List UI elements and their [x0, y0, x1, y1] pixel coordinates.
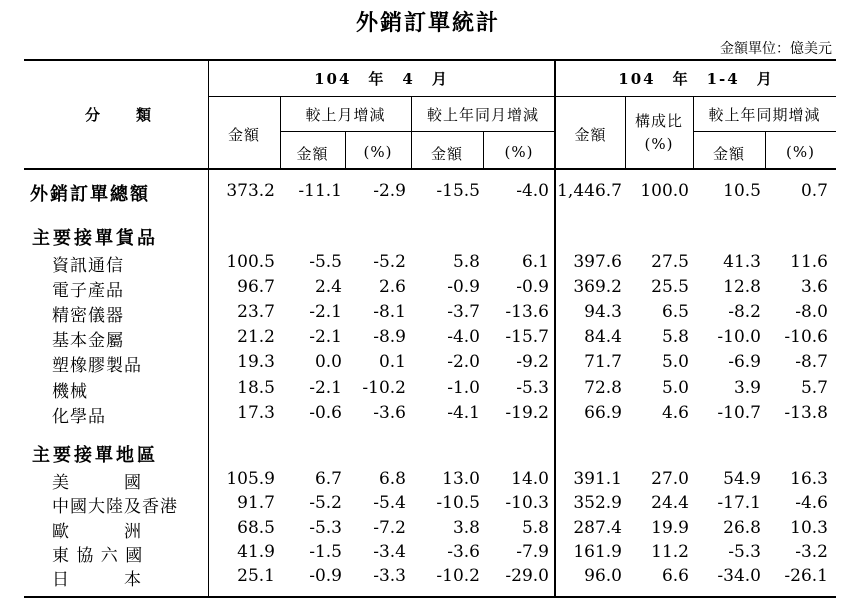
cell-value: 27.5 [651, 252, 689, 272]
cell-value: -1.5 [309, 541, 342, 562]
row-label: 美 國 [52, 473, 142, 493]
cell-value: 3.8 [452, 517, 480, 538]
header-mom-change: 較上月增減 [305, 106, 386, 124]
cell-value: -5.5 [309, 252, 342, 272]
page-title: 外銷訂單統計 [355, 10, 500, 36]
cell-value: 84.4 [584, 327, 622, 348]
cell-value: 27.0 [651, 469, 689, 489]
cell-value: 6.5 [661, 302, 689, 323]
row-label: 精密儀器 [52, 306, 124, 327]
cell-value: 5.8 [521, 517, 549, 538]
cell-value: -17.1 [717, 493, 761, 514]
cell-value: 0.7 [800, 181, 828, 201]
cell-value: 11.6 [790, 252, 828, 272]
cell-value: -26.1 [784, 566, 828, 587]
cell-value: 4.6 [661, 402, 689, 423]
row-label: 日 本 [52, 570, 142, 591]
cell-value: -10.2 [436, 566, 480, 587]
row-label: 基本金屬 [52, 331, 124, 352]
cell-value: 100.0 [640, 181, 689, 201]
cell-value: 6.6 [661, 566, 689, 587]
cell-value: 5.8 [452, 252, 480, 272]
cell-value: 6.7 [314, 469, 342, 489]
cell-value: -3.2 [795, 541, 828, 562]
cell-value: 6.8 [378, 469, 406, 489]
cell-value: -11.1 [298, 181, 342, 201]
header-ytd-change: 較上年同期增減 [708, 106, 821, 124]
cell-value: -5.4 [373, 493, 406, 514]
cell-value: -15.5 [436, 181, 480, 201]
sub-pct-mom: (%) [363, 143, 393, 161]
cell-value: -4.0 [447, 327, 480, 348]
cell-value: 3.6 [800, 277, 828, 298]
section-heading-products: 主要接單貨品 [32, 228, 158, 249]
cell-value: -5.3 [728, 541, 761, 562]
cell-value: -10.7 [717, 402, 761, 423]
cell-value: 13.0 [442, 469, 480, 489]
cell-value: 24.4 [651, 493, 689, 514]
cell-value: 100.5 [226, 252, 275, 272]
cell-value: 72.8 [584, 377, 622, 398]
row-label: 中國大陸及香港 [52, 497, 178, 518]
cell-value: -7.9 [516, 541, 549, 562]
cell-value: -5.2 [309, 493, 342, 514]
sub-amount-ytd: 金額 [712, 145, 745, 163]
sub-amount-yoy: 金額 [430, 145, 463, 163]
cell-value: 369.2 [573, 277, 622, 298]
cell-value: 161.9 [573, 541, 622, 562]
cell-value: -4.0 [516, 181, 549, 201]
row-label: 東 協 六 國 [52, 545, 144, 566]
cell-value: 41.9 [237, 541, 275, 562]
row-label: 電子產品 [52, 281, 124, 302]
cell-value: 10.3 [790, 517, 828, 538]
cell-value: -8.1 [373, 302, 406, 323]
cell-value: 23.7 [237, 302, 275, 323]
cell-value: -0.9 [309, 566, 342, 587]
cell-value: -5.3 [516, 377, 549, 398]
header-amount-month: 金額 [227, 126, 260, 144]
cell-value: 94.3 [584, 302, 622, 323]
header-category: 分 類 [84, 106, 153, 124]
cell-value: -4.6 [795, 493, 828, 514]
cell-value: -0.9 [516, 277, 549, 298]
cell-value: 5.0 [661, 377, 689, 398]
cell-value: 391.1 [573, 469, 622, 489]
cell-value: 5.8 [661, 327, 689, 348]
header-yoy-change: 較上年同月增減 [426, 106, 539, 124]
cell-value: 0.0 [314, 352, 342, 373]
cell-value: -0.6 [309, 402, 342, 423]
cell-value: -10.2 [362, 377, 406, 398]
cell-value: 105.9 [226, 469, 275, 489]
cell-value: -3.7 [447, 302, 480, 323]
cell-value: -19.2 [505, 402, 549, 423]
cell-value: -1.0 [447, 377, 480, 398]
cell-value: 14.0 [511, 469, 549, 489]
cell-value: -29.0 [505, 566, 549, 587]
cell-value: -2.1 [309, 302, 342, 323]
cell-value: -2.1 [309, 377, 342, 398]
row-label: 化學品 [52, 406, 106, 427]
cell-value: 10.5 [723, 181, 761, 201]
cell-value: -8.9 [373, 327, 406, 348]
cell-value: 0.1 [378, 352, 406, 373]
cell-value: 12.8 [723, 277, 761, 298]
cell-value: -3.4 [373, 541, 406, 562]
cell-value: 2.6 [378, 277, 406, 298]
cell-value: 66.9 [584, 402, 622, 423]
cell-value: -5.2 [373, 252, 406, 272]
cell-value: 287.4 [573, 517, 622, 538]
cell-value: 91.7 [237, 493, 275, 514]
sub-amount-mom: 金額 [296, 145, 329, 163]
cell-value: -8.0 [795, 302, 828, 323]
cell-value: -8.2 [728, 302, 761, 323]
cell-value: -0.9 [447, 277, 480, 298]
cell-value: -10.0 [717, 327, 761, 348]
cell-value: 5.7 [800, 377, 828, 398]
cell-value: 71.7 [584, 352, 622, 373]
cell-value: -10.6 [784, 327, 828, 348]
cell-value: 25.5 [651, 277, 689, 298]
cell-value: 6.1 [521, 252, 549, 272]
cell-value: -7.2 [373, 517, 406, 538]
header-period-month: 104 年 4 月 [314, 70, 449, 88]
section-heading-regions: 主要接單地區 [32, 445, 158, 466]
cell-value: -3.6 [447, 541, 480, 562]
cell-value: 19.3 [237, 352, 275, 373]
header-share-unit: (%) [644, 135, 674, 153]
cell-value: 19.9 [651, 517, 689, 538]
cell-value: 54.9 [723, 469, 761, 489]
header-amount-ytd: 金額 [574, 126, 607, 144]
row-label: 機械 [52, 381, 88, 402]
row-label: 塑橡膠製品 [52, 356, 142, 377]
cell-value: -3.3 [373, 566, 406, 587]
cell-value: 18.5 [237, 377, 275, 398]
row-label: 資訊通信 [52, 256, 124, 276]
cell-value: 41.3 [723, 252, 761, 272]
cell-value: -4.1 [447, 402, 480, 423]
cell-value: 3.9 [733, 377, 761, 398]
cell-value: -34.0 [717, 566, 761, 587]
cell-value: 11.2 [651, 541, 689, 562]
cell-value: 68.5 [237, 517, 275, 538]
cell-value: 373.2 [226, 181, 275, 201]
cell-value: 16.3 [790, 469, 828, 489]
cell-value: 96.7 [237, 277, 275, 298]
cell-value: 17.3 [237, 402, 275, 423]
sub-pct-ytd: (%) [786, 143, 815, 161]
cell-value: 2.4 [314, 277, 342, 298]
unit-note: 金額單位：億美元 [720, 41, 832, 57]
cell-value: -8.7 [795, 352, 828, 373]
cell-value: -10.3 [505, 493, 549, 514]
cell-value: 21.2 [237, 327, 275, 348]
cell-value: -13.6 [505, 302, 549, 323]
row-label: 外銷訂單總額 [30, 184, 150, 205]
cell-value: -2.1 [309, 327, 342, 348]
cell-value: -5.3 [309, 517, 342, 538]
cell-value: -10.5 [436, 493, 480, 514]
header-period-ytd: 104 年 1-4 月 [618, 70, 774, 88]
cell-value: -15.7 [505, 327, 549, 348]
row-label: 歐 洲 [52, 521, 142, 542]
header-share: 構成比 [634, 112, 683, 130]
cell-value: 397.6 [573, 252, 622, 272]
cell-value: 96.0 [584, 566, 622, 587]
cell-value: 5.0 [661, 352, 689, 373]
cell-value: -13.8 [784, 402, 828, 423]
cell-value: 1,446.7 [557, 181, 622, 201]
cell-value: -9.2 [516, 352, 549, 373]
cell-value: -2.9 [373, 181, 406, 201]
sub-pct-yoy: (%) [504, 143, 534, 161]
cell-value: -6.9 [728, 352, 761, 373]
cell-value: 352.9 [573, 493, 622, 514]
cell-value: 26.8 [723, 517, 761, 538]
cell-value: -2.0 [447, 352, 480, 373]
cell-value: -3.6 [373, 402, 406, 423]
cell-value: 25.1 [237, 566, 275, 587]
